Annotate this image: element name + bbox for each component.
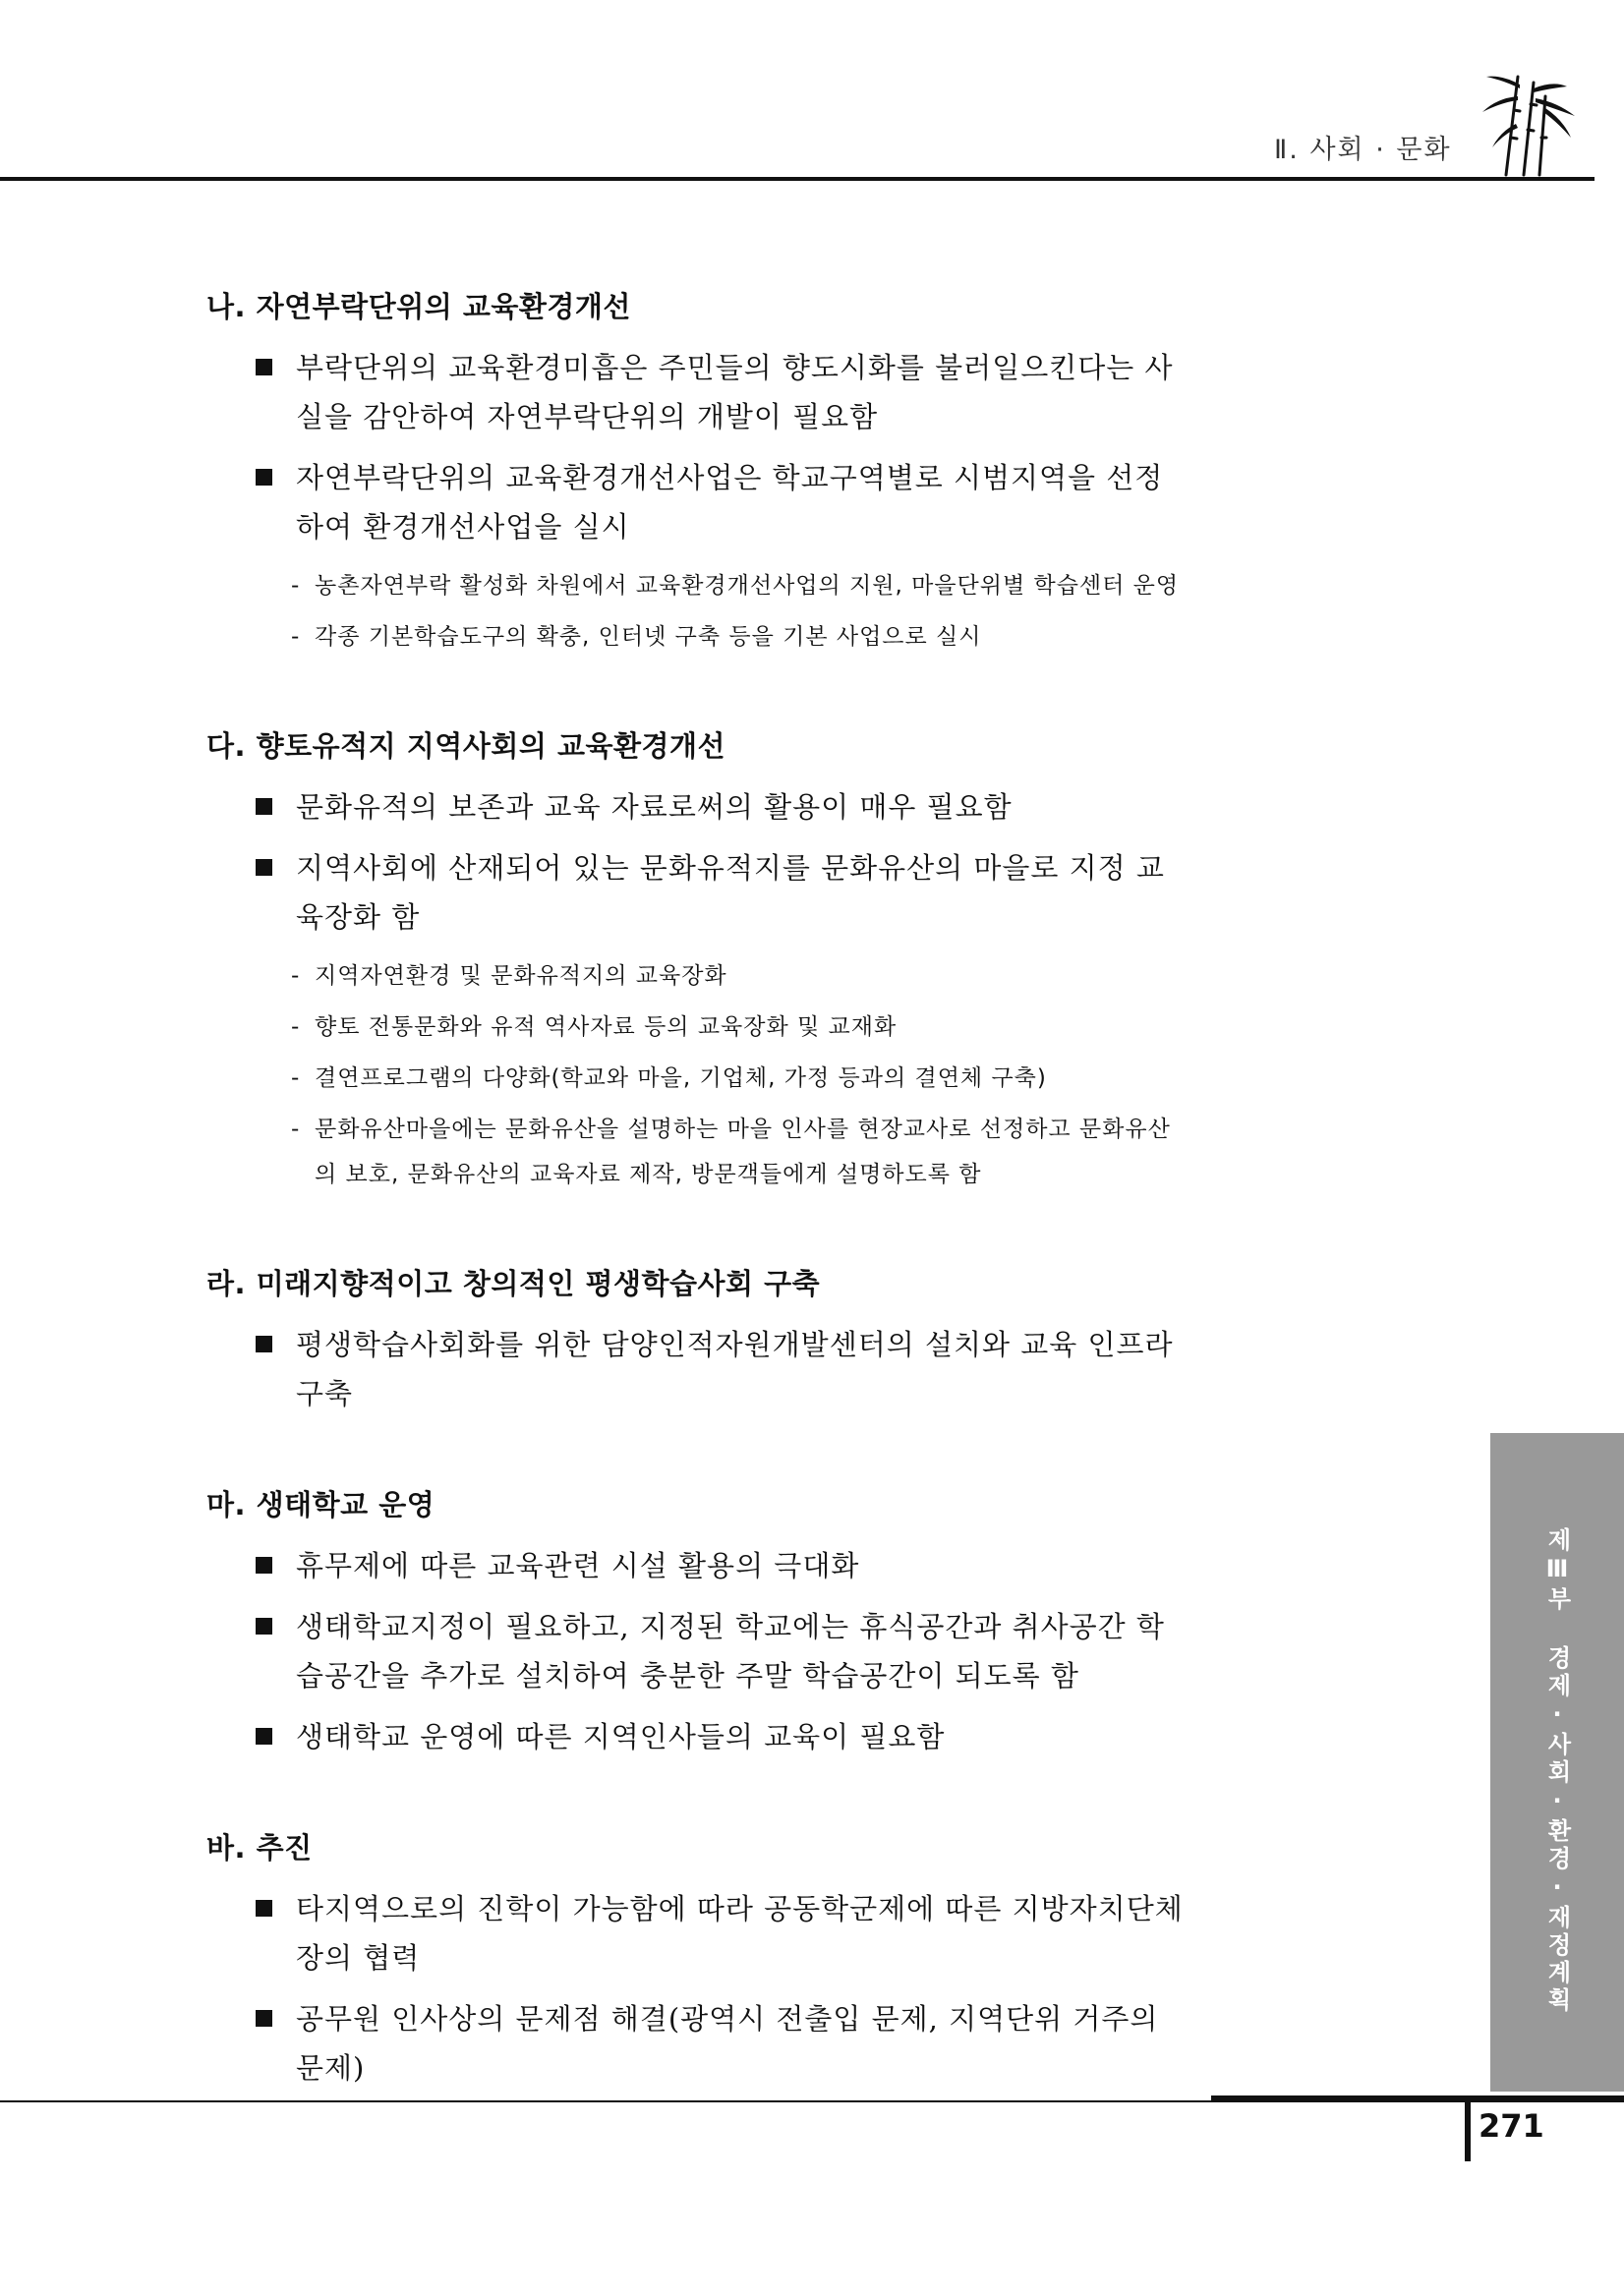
square-bullet-icon xyxy=(256,359,272,375)
square-bullet-icon xyxy=(256,859,272,876)
dash-item xyxy=(206,563,1189,608)
bamboo-icon xyxy=(1477,69,1587,179)
bullet-item xyxy=(206,782,1189,832)
document-body xyxy=(206,285,1189,2157)
dash-icon: - xyxy=(291,1117,301,1142)
running-header-section: Ⅱ. 사회 · 문화 xyxy=(1274,135,1452,165)
bullet-text: 휴무제에 따른 교육관련 시설 활용의 극대화 xyxy=(296,1549,860,1582)
dash-icon: - xyxy=(291,573,301,599)
bullet-item xyxy=(206,1994,1189,2093)
section-title: 나. 자연부락단위의 교육환경개선 xyxy=(206,290,631,323)
dash-text: 문화유산마을에는 문화유산을 설명하는 마을 인사를 현장교사로 선정하고 문화유산의 보호, 문화유산의 교육자료 제작, 방문객들에게 설명하도록 함 xyxy=(315,1117,1171,1187)
section-na xyxy=(206,285,1189,660)
footer-rule xyxy=(0,2100,1211,2102)
header-rule xyxy=(0,177,1595,181)
bullet-item xyxy=(206,1602,1189,1700)
dash-text: 결연프로그램의 다양화(학교와 마을, 기업체, 가정 등과의 결연체 구축) xyxy=(315,1065,1047,1091)
bullet-text: 생태학교지정이 필요하고, 지정된 학교에는 휴식공간과 취사공간 학습공간을 추가로 설치하여 충분한 주말 학습공간이 되도록 함 xyxy=(296,1610,1165,1693)
dash-text: 농촌자연부락 활성화 차원에서 교육환경개선사업의 지원, 마을단위별 학습센터 운영 xyxy=(315,573,1180,599)
square-bullet-icon xyxy=(256,798,272,815)
bullet-text: 자연부락단위의 교육환경개선사업은 학교구역별로 시범지역을 선정하여 환경개선사업을 실시 xyxy=(296,461,1164,544)
dash-item xyxy=(206,1107,1189,1197)
chapter-side-tab-label: 제Ⅲ부 경제·사회·환경·재정계획 xyxy=(1543,1527,1571,2015)
section-title: 라. 미래지향적이고 창의적인 평생학습사회 구축 xyxy=(206,1267,821,1300)
dash-text: 지역자연환경 및 문화유적지의 교육장화 xyxy=(315,963,727,989)
dash-icon: - xyxy=(291,1014,301,1040)
page-number-bar xyxy=(1465,2102,1471,2161)
square-bullet-icon xyxy=(256,469,272,486)
footer-rule-thick xyxy=(1211,2095,1624,2102)
section-ma xyxy=(206,1483,1189,1761)
bullet-text: 문화유적의 보존과 교육 자료로써의 활용이 매우 필요함 xyxy=(296,790,1013,824)
square-bullet-icon xyxy=(256,1900,272,1917)
bullet-text: 지역사회에 산재되어 있는 문화유적지를 문화유산의 마을로 지정 교육장화 함 xyxy=(296,851,1165,934)
dash-icon: - xyxy=(291,624,301,650)
section-title: 바. 추진 xyxy=(206,1831,313,1865)
square-bullet-icon xyxy=(256,1557,272,1574)
bullet-text: 부락단위의 교육환경미흡은 주민들의 향도시화를 불러일으킨다는 사실을 감안하여 자연부락단위의 개발이 필요함 xyxy=(296,351,1174,433)
bullet-text: 생태학교 운영에 따른 지역인사들의 교육이 필요함 xyxy=(296,1720,946,1753)
bullet-item xyxy=(206,343,1189,441)
page-number: 271 xyxy=(1479,2107,1544,2145)
bullet-text: 타지역으로의 진학이 가능함에 따라 공동학군제에 따른 지방자치단체장의 협력 xyxy=(296,1892,1184,1975)
bullet-text: 평생학습사회화를 위한 담양인적자원개발센터의 설치와 교육 인프라구축 xyxy=(296,1328,1174,1410)
section-ra xyxy=(206,1262,1189,1418)
bullet-item xyxy=(206,1320,1189,1418)
section-da xyxy=(206,724,1189,1197)
bullet-item xyxy=(206,1712,1189,1761)
square-bullet-icon xyxy=(256,1728,272,1745)
dash-text: 각종 기본학습도구의 확충, 인터넷 구축 등을 기본 사업으로 실시 xyxy=(315,624,982,650)
square-bullet-icon xyxy=(256,1618,272,1635)
dash-text: 향토 전통문화와 유적 역사자료 등의 교육장화 및 교재화 xyxy=(315,1014,898,1040)
bullet-item xyxy=(206,843,1189,942)
bullet-item xyxy=(206,1884,1189,1982)
dash-item xyxy=(206,1004,1189,1050)
dash-icon: - xyxy=(291,1065,301,1091)
section-title: 마. 생태학교 운영 xyxy=(206,1488,435,1521)
section-title: 다. 향토유적지 지역사회의 교육환경개선 xyxy=(206,729,726,763)
dash-item xyxy=(206,1056,1189,1101)
dash-item xyxy=(206,614,1189,660)
bullet-item xyxy=(206,453,1189,551)
dash-icon: - xyxy=(291,963,301,989)
square-bullet-icon xyxy=(256,1336,272,1352)
square-bullet-icon xyxy=(256,2010,272,2027)
chapter-side-tab xyxy=(1490,1433,1624,2092)
bullet-item xyxy=(206,1541,1189,1590)
section-ba xyxy=(206,1826,1189,2093)
bullet-text: 공무원 인사상의 문제점 해결(광역시 전출입 문제, 지역단위 거주의 문제) xyxy=(296,2002,1159,2085)
dash-item xyxy=(206,953,1189,999)
